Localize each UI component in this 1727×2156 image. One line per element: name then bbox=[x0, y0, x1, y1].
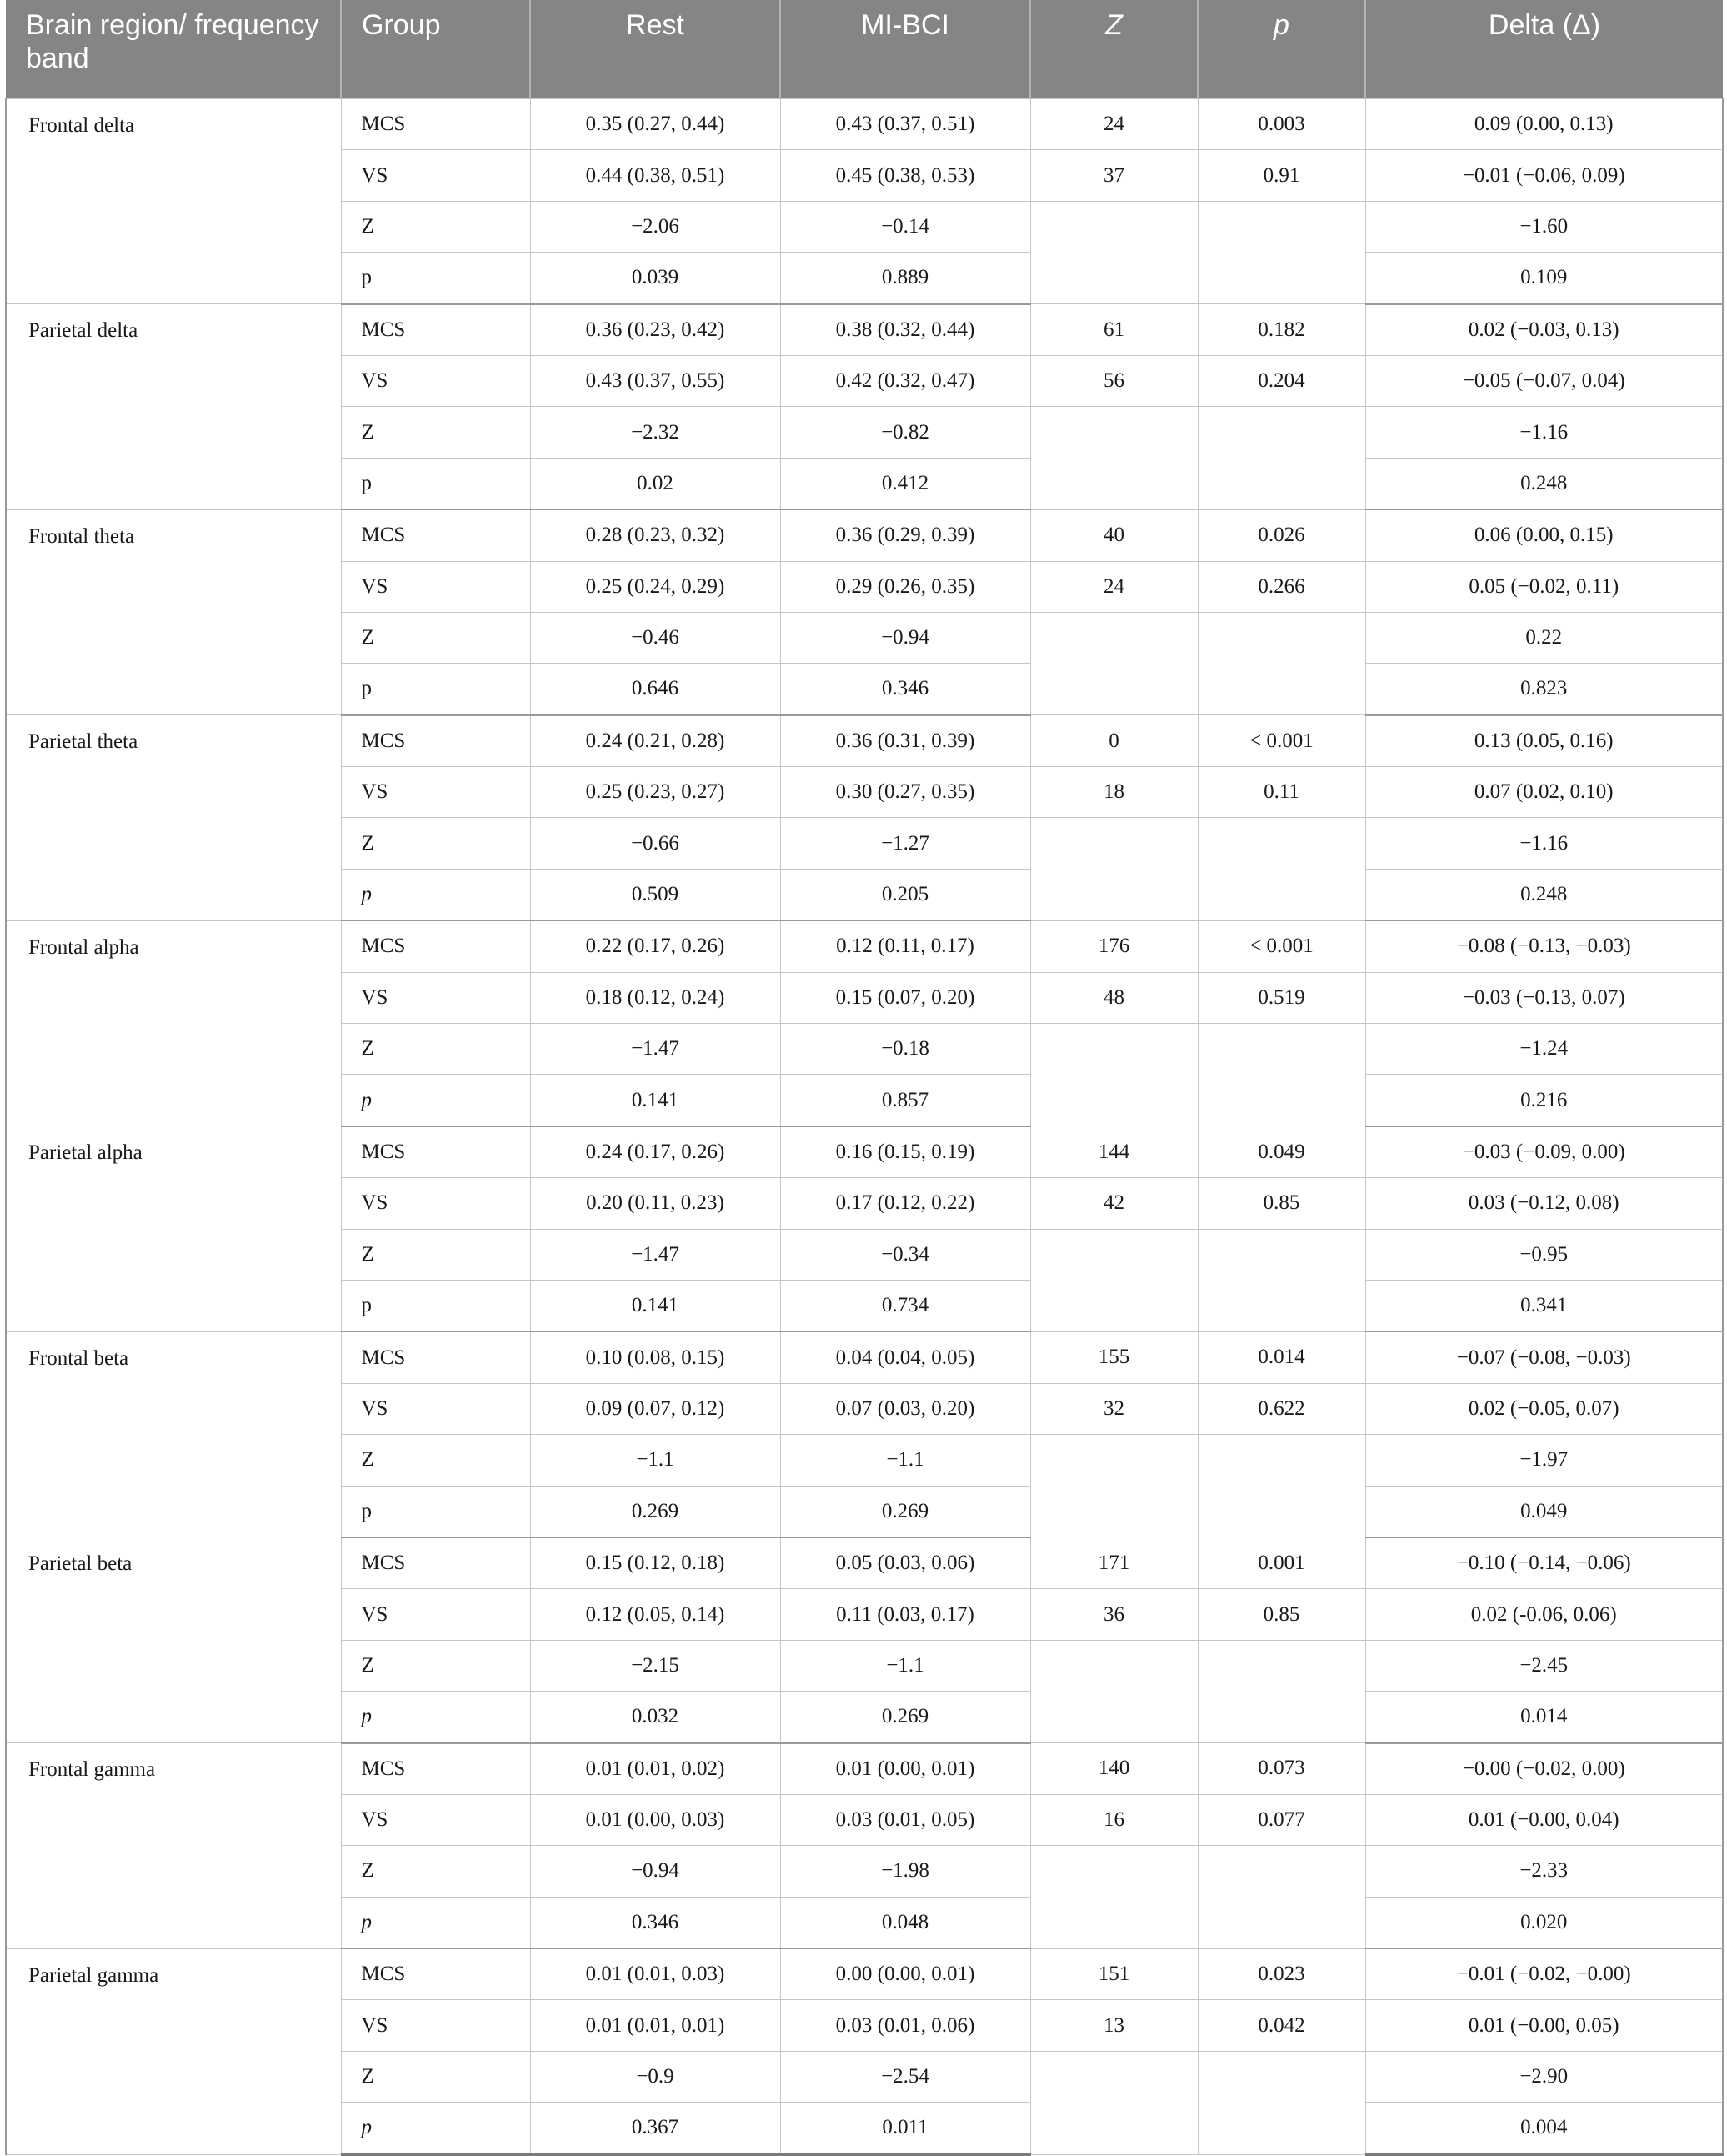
mibci-cell: 0.36 (0.31, 0.39) bbox=[780, 715, 1030, 767]
group-cell: VS bbox=[341, 1589, 530, 1640]
delta-cell: 0.01 (−0.00, 0.05) bbox=[1365, 2000, 1723, 2051]
delta-cell: 0.02 (-0.06, 0.06) bbox=[1365, 1589, 1723, 1640]
region-cell: Frontal alpha bbox=[6, 920, 341, 1126]
table-row bbox=[6, 99, 1723, 150]
delta-cell: 0.248 bbox=[1365, 458, 1723, 509]
empty-z-cell bbox=[1030, 1229, 1198, 1331]
mibci-cell: 0.42 (0.32, 0.47) bbox=[780, 355, 1030, 406]
p-cell: 0.91 bbox=[1198, 150, 1365, 201]
rest-cell: 0.02 bbox=[530, 458, 780, 509]
group-cell: MCS bbox=[341, 715, 530, 767]
p-cell: 0.049 bbox=[1198, 1126, 1365, 1178]
group-cell: p bbox=[341, 458, 530, 509]
z-cell: 0 bbox=[1030, 715, 1198, 767]
delta-cell: 0.014 bbox=[1365, 1692, 1723, 1743]
mibci-cell: 0.889 bbox=[780, 253, 1030, 304]
mibci-cell: 0.15 (0.07, 0.20) bbox=[780, 972, 1030, 1023]
p-cell: < 0.001 bbox=[1198, 715, 1365, 767]
delta-cell: −2.45 bbox=[1365, 1640, 1723, 1691]
rest-cell: 0.43 (0.37, 0.55) bbox=[530, 355, 780, 406]
delta-cell: 0.823 bbox=[1365, 664, 1723, 715]
rest-cell: 0.10 (0.08, 0.15) bbox=[530, 1331, 780, 1383]
group-cell: VS bbox=[341, 1794, 530, 1845]
table-row bbox=[6, 1537, 1723, 1589]
delta-cell: −1.60 bbox=[1365, 201, 1723, 252]
delta-cell: −1.24 bbox=[1365, 1024, 1723, 1075]
empty-p-cell bbox=[1198, 1435, 1365, 1537]
delta-cell: −0.01 (−0.06, 0.09) bbox=[1365, 150, 1723, 201]
mibci-cell: 0.269 bbox=[780, 1486, 1030, 1537]
mibci-cell: −1.27 bbox=[780, 818, 1030, 869]
mibci-cell: 0.048 bbox=[780, 1897, 1030, 1948]
mibci-cell: −1.1 bbox=[780, 1435, 1030, 1486]
region-cell: Frontal delta bbox=[6, 99, 341, 304]
delta-cell: 0.01 (−0.00, 0.04) bbox=[1365, 1794, 1723, 1845]
rest-cell: 0.09 (0.07, 0.12) bbox=[530, 1383, 780, 1434]
rest-cell: 0.15 (0.12, 0.18) bbox=[530, 1537, 780, 1589]
mibci-cell: −1.1 bbox=[780, 1640, 1030, 1691]
empty-z-cell bbox=[1030, 1846, 1198, 1948]
mibci-cell: −0.94 bbox=[780, 612, 1030, 663]
z-cell: 171 bbox=[1030, 1537, 1198, 1589]
group-cell: MCS bbox=[341, 99, 530, 150]
rest-cell: −1.1 bbox=[530, 1435, 780, 1486]
group-cell: MCS bbox=[341, 1331, 530, 1383]
rest-cell: 0.032 bbox=[530, 1692, 780, 1743]
mibci-cell: 0.11 (0.03, 0.17) bbox=[780, 1589, 1030, 1640]
rest-cell: −0.9 bbox=[530, 2051, 780, 2102]
empty-z-cell bbox=[1030, 1024, 1198, 1126]
rest-cell: −2.32 bbox=[530, 407, 780, 458]
p-cell: 0.519 bbox=[1198, 972, 1365, 1023]
group-cell: Z bbox=[341, 1024, 530, 1075]
delta-cell: 0.03 (−0.12, 0.08) bbox=[1365, 1178, 1723, 1229]
empty-p-cell bbox=[1198, 1229, 1365, 1331]
z-cell: 18 bbox=[1030, 767, 1198, 818]
delta-cell: 0.06 (0.00, 0.15) bbox=[1365, 509, 1723, 561]
rest-cell: 0.01 (0.01, 0.01) bbox=[530, 2000, 780, 2051]
table-row bbox=[6, 1743, 1723, 1795]
rest-cell: 0.25 (0.24, 0.29) bbox=[530, 561, 780, 612]
delta-cell: 0.341 bbox=[1365, 1280, 1723, 1331]
region-cell: Frontal beta bbox=[6, 1331, 341, 1537]
group-cell: VS bbox=[341, 1383, 530, 1434]
delta-cell: −1.97 bbox=[1365, 1435, 1723, 1486]
mibci-cell: 0.30 (0.27, 0.35) bbox=[780, 767, 1030, 818]
mibci-cell: 0.412 bbox=[780, 458, 1030, 509]
z-cell: 140 bbox=[1030, 1743, 1198, 1795]
delta-cell: −0.05 (−0.07, 0.04) bbox=[1365, 355, 1723, 406]
group-cell: p bbox=[341, 1280, 530, 1331]
mibci-cell: 0.38 (0.32, 0.44) bbox=[780, 304, 1030, 356]
mibci-cell: 0.36 (0.29, 0.39) bbox=[780, 509, 1030, 561]
region-cell: Parietal beta bbox=[6, 1537, 341, 1743]
mibci-cell: 0.29 (0.26, 0.35) bbox=[780, 561, 1030, 612]
mibci-cell: 0.03 (0.01, 0.05) bbox=[780, 1794, 1030, 1845]
table-container bbox=[5, 0, 1722, 2156]
rest-cell: −0.66 bbox=[530, 818, 780, 869]
group-cell: MCS bbox=[341, 1537, 530, 1589]
group-cell: Z bbox=[341, 818, 530, 869]
z-cell: 144 bbox=[1030, 1126, 1198, 1178]
z-cell: 40 bbox=[1030, 509, 1198, 561]
z-cell: 16 bbox=[1030, 1794, 1198, 1845]
empty-z-cell bbox=[1030, 201, 1198, 303]
p-cell: 0.622 bbox=[1198, 1383, 1365, 1434]
statistics-table bbox=[5, 0, 1724, 2156]
header-z: Z bbox=[1030, 0, 1198, 99]
group-cell: Z bbox=[341, 1435, 530, 1486]
rest-cell: 0.01 (0.01, 0.03) bbox=[530, 1948, 780, 2000]
group-cell: MCS bbox=[341, 509, 530, 561]
table-row bbox=[6, 920, 1723, 972]
mibci-cell: 0.05 (0.03, 0.06) bbox=[780, 1537, 1030, 1589]
group-cell: VS bbox=[341, 561, 530, 612]
mibci-cell: 0.03 (0.01, 0.06) bbox=[780, 2000, 1030, 2051]
delta-cell: −2.90 bbox=[1365, 2051, 1723, 2102]
delta-cell: 0.020 bbox=[1365, 1897, 1723, 1948]
header-mibci: MI-BCI bbox=[780, 0, 1030, 99]
z-cell: 42 bbox=[1030, 1178, 1198, 1229]
delta-cell: 0.05 (−0.02, 0.11) bbox=[1365, 561, 1723, 612]
z-cell: 151 bbox=[1030, 1948, 1198, 2000]
delta-cell: 0.02 (−0.05, 0.07) bbox=[1365, 1383, 1723, 1434]
p-cell: 0.023 bbox=[1198, 1948, 1365, 2000]
z-cell: 36 bbox=[1030, 1589, 1198, 1640]
group-cell: VS bbox=[341, 355, 530, 406]
region-cell: Parietal theta bbox=[6, 715, 341, 921]
region-cell: Parietal gamma bbox=[6, 1948, 341, 2154]
delta-cell: −1.16 bbox=[1365, 407, 1723, 458]
group-cell: MCS bbox=[341, 304, 530, 356]
group-cell: Z bbox=[341, 201, 530, 252]
group-cell: Z bbox=[341, 1640, 530, 1691]
delta-cell: −0.03 (−0.13, 0.07) bbox=[1365, 972, 1723, 1023]
table-row bbox=[6, 1948, 1723, 2000]
group-cell: MCS bbox=[341, 1743, 530, 1795]
group-cell: p bbox=[341, 2103, 530, 2154]
mibci-cell: 0.01 (0.00, 0.01) bbox=[780, 1743, 1030, 1795]
delta-cell: −0.10 (−0.14, −0.06) bbox=[1365, 1537, 1723, 1589]
delta-cell: −0.00 (−0.02, 0.00) bbox=[1365, 1743, 1723, 1795]
group-cell: MCS bbox=[341, 920, 530, 972]
table-row bbox=[6, 1331, 1723, 1383]
empty-z-cell bbox=[1030, 407, 1198, 509]
group-cell: p bbox=[341, 253, 530, 304]
rest-cell: 0.36 (0.23, 0.42) bbox=[530, 304, 780, 356]
rest-cell: 0.01 (0.01, 0.02) bbox=[530, 1743, 780, 1795]
delta-cell: 0.216 bbox=[1365, 1075, 1723, 1126]
empty-z-cell bbox=[1030, 2051, 1198, 2154]
rest-cell: 0.141 bbox=[530, 1075, 780, 1126]
rest-cell: −2.15 bbox=[530, 1640, 780, 1691]
group-cell: VS bbox=[341, 2000, 530, 2051]
group-cell: VS bbox=[341, 1178, 530, 1229]
rest-cell: 0.141 bbox=[530, 1280, 780, 1331]
region-cell: Frontal theta bbox=[6, 509, 341, 715]
delta-cell: −0.08 (−0.13, −0.03) bbox=[1365, 920, 1723, 972]
group-cell: Z bbox=[341, 1846, 530, 1897]
empty-p-cell bbox=[1198, 1846, 1365, 1948]
rest-cell: 0.44 (0.38, 0.51) bbox=[530, 150, 780, 201]
group-cell: p bbox=[341, 869, 530, 920]
delta-cell: 0.07 (0.02, 0.10) bbox=[1365, 767, 1723, 818]
region-cell: Frontal gamma bbox=[6, 1743, 341, 1949]
p-cell: 0.077 bbox=[1198, 1794, 1365, 1845]
mibci-cell: −0.34 bbox=[780, 1229, 1030, 1280]
table-header bbox=[6, 0, 1723, 99]
empty-z-cell bbox=[1030, 818, 1198, 920]
group-cell: p bbox=[341, 1486, 530, 1537]
group-cell: p bbox=[341, 1897, 530, 1948]
mibci-cell: 0.12 (0.11, 0.17) bbox=[780, 920, 1030, 972]
rest-cell: 0.12 (0.05, 0.14) bbox=[530, 1589, 780, 1640]
group-cell: VS bbox=[341, 150, 530, 201]
delta-cell: 0.109 bbox=[1365, 253, 1723, 304]
group-cell: p bbox=[341, 1075, 530, 1126]
p-cell: 0.042 bbox=[1198, 2000, 1365, 2051]
table-row bbox=[6, 304, 1723, 356]
header-rest: Rest bbox=[530, 0, 780, 99]
p-cell: 0.85 bbox=[1198, 1589, 1365, 1640]
empty-z-cell bbox=[1030, 1435, 1198, 1537]
empty-p-cell bbox=[1198, 2051, 1365, 2154]
group-cell: Z bbox=[341, 612, 530, 663]
mibci-cell: 0.43 (0.37, 0.51) bbox=[780, 99, 1030, 150]
p-cell: 0.026 bbox=[1198, 509, 1365, 561]
rest-cell: 0.039 bbox=[530, 253, 780, 304]
mibci-cell: 0.00 (0.00, 0.01) bbox=[780, 1948, 1030, 2000]
header-delta: Delta (Δ) bbox=[1365, 0, 1723, 99]
mibci-cell: −1.98 bbox=[780, 1846, 1030, 1897]
mibci-cell: 0.857 bbox=[780, 1075, 1030, 1126]
group-cell: Z bbox=[341, 2051, 530, 2102]
mibci-cell: 0.734 bbox=[780, 1280, 1030, 1331]
rest-cell: 0.22 (0.17, 0.26) bbox=[530, 920, 780, 972]
mibci-cell: −0.82 bbox=[780, 407, 1030, 458]
mibci-cell: 0.269 bbox=[780, 1692, 1030, 1743]
p-cell: 0.182 bbox=[1198, 304, 1365, 356]
group-cell: VS bbox=[341, 767, 530, 818]
delta-cell: −1.16 bbox=[1365, 818, 1723, 869]
empty-p-cell bbox=[1198, 407, 1365, 509]
empty-z-cell bbox=[1030, 612, 1198, 714]
z-cell: 37 bbox=[1030, 150, 1198, 201]
delta-cell: 0.09 (0.00, 0.13) bbox=[1365, 99, 1723, 150]
delta-cell: 0.22 bbox=[1365, 612, 1723, 663]
delta-cell: −2.33 bbox=[1365, 1846, 1723, 1897]
rest-cell: −0.46 bbox=[530, 612, 780, 663]
group-cell: MCS bbox=[341, 1126, 530, 1178]
z-cell: 32 bbox=[1030, 1383, 1198, 1434]
z-cell: 56 bbox=[1030, 355, 1198, 406]
group-cell: p bbox=[341, 1692, 530, 1743]
group-cell: p bbox=[341, 664, 530, 715]
z-cell: 13 bbox=[1030, 2000, 1198, 2051]
table-row bbox=[6, 715, 1723, 767]
region-cell: Parietal delta bbox=[6, 304, 341, 510]
empty-p-cell bbox=[1198, 818, 1365, 920]
rest-cell: 0.20 (0.11, 0.23) bbox=[530, 1178, 780, 1229]
mibci-cell: 0.16 (0.15, 0.19) bbox=[780, 1126, 1030, 1178]
rest-cell: 0.269 bbox=[530, 1486, 780, 1537]
p-cell: 0.014 bbox=[1198, 1331, 1365, 1383]
group-cell: MCS bbox=[341, 1948, 530, 2000]
mibci-cell: 0.17 (0.12, 0.22) bbox=[780, 1178, 1030, 1229]
empty-p-cell bbox=[1198, 1024, 1365, 1126]
p-cell: 0.073 bbox=[1198, 1743, 1365, 1795]
rest-cell: 0.01 (0.00, 0.03) bbox=[530, 1794, 780, 1845]
mibci-cell: 0.346 bbox=[780, 664, 1030, 715]
rest-cell: −1.47 bbox=[530, 1229, 780, 1280]
region-cell: Parietal alpha bbox=[6, 1126, 341, 1332]
mibci-cell: 0.205 bbox=[780, 869, 1030, 920]
rest-cell: 0.28 (0.23, 0.32) bbox=[530, 509, 780, 561]
rest-cell: 0.346 bbox=[530, 1897, 780, 1948]
rest-cell: 0.35 (0.27, 0.44) bbox=[530, 99, 780, 150]
mibci-cell: 0.07 (0.03, 0.20) bbox=[780, 1383, 1030, 1434]
rest-cell: 0.509 bbox=[530, 869, 780, 920]
table-row bbox=[6, 509, 1723, 561]
rest-cell: 0.646 bbox=[530, 664, 780, 715]
empty-p-cell bbox=[1198, 201, 1365, 303]
delta-cell: −0.95 bbox=[1365, 1229, 1723, 1280]
z-cell: 176 bbox=[1030, 920, 1198, 972]
p-cell: 0.85 bbox=[1198, 1178, 1365, 1229]
mibci-cell: −2.54 bbox=[780, 2051, 1030, 2102]
delta-cell: 0.004 bbox=[1365, 2103, 1723, 2154]
p-cell: 0.11 bbox=[1198, 767, 1365, 818]
z-cell: 155 bbox=[1030, 1331, 1198, 1383]
delta-cell: −0.07 (−0.08, −0.03) bbox=[1365, 1331, 1723, 1383]
rest-cell: 0.24 (0.21, 0.28) bbox=[530, 715, 780, 767]
mibci-cell: −0.18 bbox=[780, 1024, 1030, 1075]
mibci-cell: 0.04 (0.04, 0.05) bbox=[780, 1331, 1030, 1383]
delta-cell: −0.03 (−0.09, 0.00) bbox=[1365, 1126, 1723, 1178]
empty-z-cell bbox=[1030, 1640, 1198, 1742]
p-cell: 0.003 bbox=[1198, 99, 1365, 150]
p-cell: 0.266 bbox=[1198, 561, 1365, 612]
group-cell: VS bbox=[341, 972, 530, 1023]
group-cell: Z bbox=[341, 1229, 530, 1280]
header-p: p bbox=[1198, 0, 1365, 99]
rest-cell: 0.367 bbox=[530, 2103, 780, 2154]
z-cell: 24 bbox=[1030, 561, 1198, 612]
z-cell: 24 bbox=[1030, 99, 1198, 150]
mibci-cell: 0.45 (0.38, 0.53) bbox=[780, 150, 1030, 201]
p-cell: 0.001 bbox=[1198, 1537, 1365, 1589]
rest-cell: 0.24 (0.17, 0.26) bbox=[530, 1126, 780, 1178]
rest-cell: −2.06 bbox=[530, 201, 780, 252]
delta-cell: −0.01 (−0.02, −0.00) bbox=[1365, 1948, 1723, 2000]
table-body bbox=[6, 99, 1723, 2155]
header-group: Group bbox=[341, 0, 530, 99]
table-row bbox=[6, 1126, 1723, 1178]
z-cell: 61 bbox=[1030, 304, 1198, 356]
rest-cell: −1.47 bbox=[530, 1024, 780, 1075]
rest-cell: 0.25 (0.23, 0.27) bbox=[530, 767, 780, 818]
mibci-cell: 0.011 bbox=[780, 2103, 1030, 2154]
delta-cell: 0.13 (0.05, 0.16) bbox=[1365, 715, 1723, 767]
group-cell: Z bbox=[341, 407, 530, 458]
empty-p-cell bbox=[1198, 612, 1365, 714]
rest-cell: −0.94 bbox=[530, 1846, 780, 1897]
header-region: Brain region/ frequency band bbox=[6, 0, 341, 99]
delta-cell: 0.049 bbox=[1365, 1486, 1723, 1537]
z-cell: 48 bbox=[1030, 972, 1198, 1023]
delta-cell: 0.248 bbox=[1365, 869, 1723, 920]
mibci-cell: −0.14 bbox=[780, 201, 1030, 252]
rest-cell: 0.18 (0.12, 0.24) bbox=[530, 972, 780, 1023]
empty-p-cell bbox=[1198, 1640, 1365, 1742]
p-cell: 0.204 bbox=[1198, 355, 1365, 406]
p-cell: < 0.001 bbox=[1198, 920, 1365, 972]
delta-cell: 0.02 (−0.03, 0.13) bbox=[1365, 304, 1723, 356]
